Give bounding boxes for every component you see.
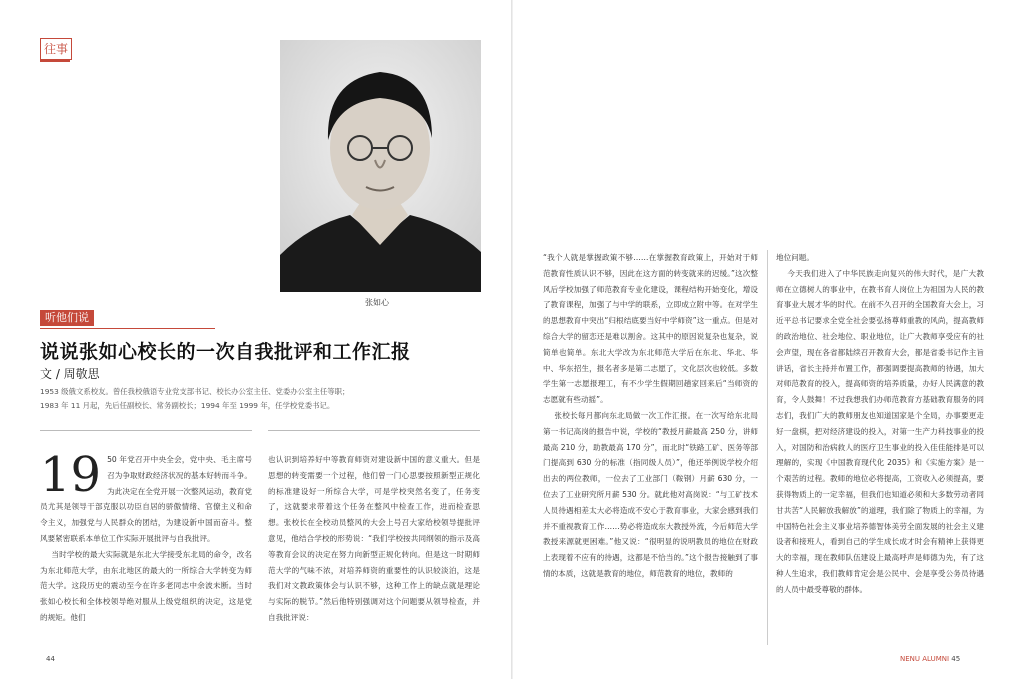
paragraph: 当时学校的最大实际就是东北大学接受东北局的命令，改名为东北师范大学，由东北地区的最大的一所综合大学转变为师范大学。这段历史的震动至今在许多老同志中余波未断。当时张如心校长和全体校领导绝对服从上级党组织的决定，这是党的规矩。他们	[40, 549, 252, 622]
column-tag-rule	[40, 328, 215, 329]
paragraph: 50 年党召开中央全会，党中央、毛主席号召为争取财政经济状况的基本好转而斗争。为此决定在全党开展一次整风运动，教育党员尤其是领导干部克服以功臣自居的骄傲情绪、官僚主义和命令主义，加强党与人民群众的团结，为建设新中国而奋斗。整风要紧密联系本单位工作实际开展批评与自我批评。	[40, 455, 252, 543]
body-column-4	[776, 250, 984, 645]
paragraph: 张校长每月都向东北局做一次工作汇报。在一次写给东北局第一书记高岗的报告中说，学校的“教授月薪最高 250 分，讲师最高 210 分，助教最高 170 分”，而北时“铁路工矿、医务等部门提高到 630 分的标准（指同级人员）”，他还举例说学校介绍出去的两位教师，一位去了工业部门（鞍钢）月薪 630 分，一位去了工业研究所月薪 530 分。就此他对高岗说：“与工矿技术人员待遇相差太大必将造成不安心于教育事业，大家会感到我们并不重视教育工作……势必将造成东大教授外流，今后师范大学教授来源就更困难。”他又说：“很明显的说明教员的地位在财政上表现着不应有的待遇，这都是不恰当的。”这个报告接触到了事情的本质，这就是教育的地位，师范教育的地位，教师的	[543, 410, 758, 578]
bio-line: 1953 级俄文系校友。曾任我校俄语专业党支部书记、校长办公室主任、党委办公室主任等职；	[40, 387, 350, 396]
paragraph: “我个人就是掌握政策不够……在掌握教育政策上，开始对于师范教育性质认识不够，因此在这方面的转变就来的迟缓。”这次整风后学校加强了师范教育专业化建设，课程结构开始变化，增设了教育课程，加强了与中学的联系，立即成立附中等。在对学生的思想教育中突出“归根结底要当好中学师资”这一重点。但是对综合大学的留恋还是难以割舍。这其中的原因说复杂也复杂，说简单也简单。东北大学改为东北师范大学后在东北、华北、华中、华东招生，报名者多是第二志愿了，文化层次也较低。多数学生第一志愿报理工，有不少学生假期回趟家回来后“当师资的志愿就有些动摇”。	[543, 253, 758, 405]
page-number-left: 44	[46, 655, 55, 663]
article-title: 说说张如心校长的一次自我批评和工作汇报	[40, 341, 411, 363]
drop-cap: 19	[40, 452, 102, 503]
body-column-2	[268, 452, 480, 650]
paragraph: 地位问题。	[776, 253, 814, 262]
column-divider	[767, 250, 768, 645]
bio-line: 1983 年 11 月起，先后任副校长、常务副校长；1994 年至 1999 年，任学校党委书记。	[40, 401, 335, 410]
body-column-1	[40, 452, 252, 650]
author-byline: 文 / 周敬思	[40, 367, 100, 381]
paragraph: 也认识到培养好中等教育师资对建设新中国的意义重大。但是思想的转变需要一个过程，他们曾一门心思要按照新型正规化的标准建设好一所综合大学，可是学校突然名变了，任务变了，这就要求带着这个任务在整风中检查工作，进而检查思想。张校长在全校动员整风的大会上号召大家给校领导提批评意见，他结合学校的形势说：“我们学校按共同纲领的指示及高等教育会议的决定在努力向新型正规化转向。但是这一时期师范大学的气味不浓，对培养师资的重要性的认识较淡泊，这是我们对文教政策体会与认识不够，这种工作上的缺点就是理论与实际的脱节。”然后他特别强调对这个问题要从领导检查，并自我批评说：	[268, 455, 480, 622]
section-tag: 往事	[40, 38, 72, 60]
portrait-photo	[280, 40, 481, 292]
body-column-3	[543, 250, 758, 645]
page-spine	[511, 0, 513, 679]
section-tag-underline	[40, 60, 70, 62]
page-footer-right	[900, 655, 960, 663]
column-rule	[268, 430, 480, 431]
paragraph: 今天我们进入了中华民族走向复兴的伟大时代，是广大教师在立德树人的事业中，在教书育人岗位上为祖国为人民的教育事业大展才华的时代。在前不久召开的全国教育大会上，习近平总书记要求全党全社会要弘扬尊师重教的风尚，提高教师的政治地位、社会地位、职业地位，让广大教师享受应有的社会声望，现在各省都陆续召开教育大会，都是省委书记作主旨讲话，省长主持并布置工作，都强调要提高教师的待遇，加大对师范教育的投入，提高师资的培养质量，办好人民满意的教育，令人鼓舞！不过我想我们办师范教育方基础教育服务的同志们，我们广大的教师朋友也知道国家是个全局，办事要更走好一盘棋，把对经济建设的投入，对第一生产力科技事业的投入，对国防和治病救人的医疗卫生事业的投入佳佳能排是可以理解的，实现《中国教育现代化 2035》和《实施方案》是一个艰苦的过程。教师的地位必将提高，工资收入必须提高，要获得物质上的一定幸福，但我们也知道必须和大多数劳动者同甘共苦“人民解放我解放”的道理，我们除了物质上的幸福，为中国特色社会主义事业培养德智体美劳全面发展的社会主义建设者和接班人，看到自己的学生成长成才时会有精神上获得更大的幸福，现在教师队伍建设上最高呼声是师德为先，有了这种人生追求，我们教师肯定会是公民中、会是享受公务员待遇的人员中最受尊敬的群体。	[776, 268, 984, 594]
photo-caption: 张如心	[365, 298, 389, 307]
column-tag: 听他们说	[40, 310, 94, 326]
page-number-right: 45	[951, 655, 961, 663]
column-rule	[40, 430, 252, 431]
author-bio	[40, 385, 480, 413]
magazine-name: NENU ALUMNI	[900, 655, 950, 663]
